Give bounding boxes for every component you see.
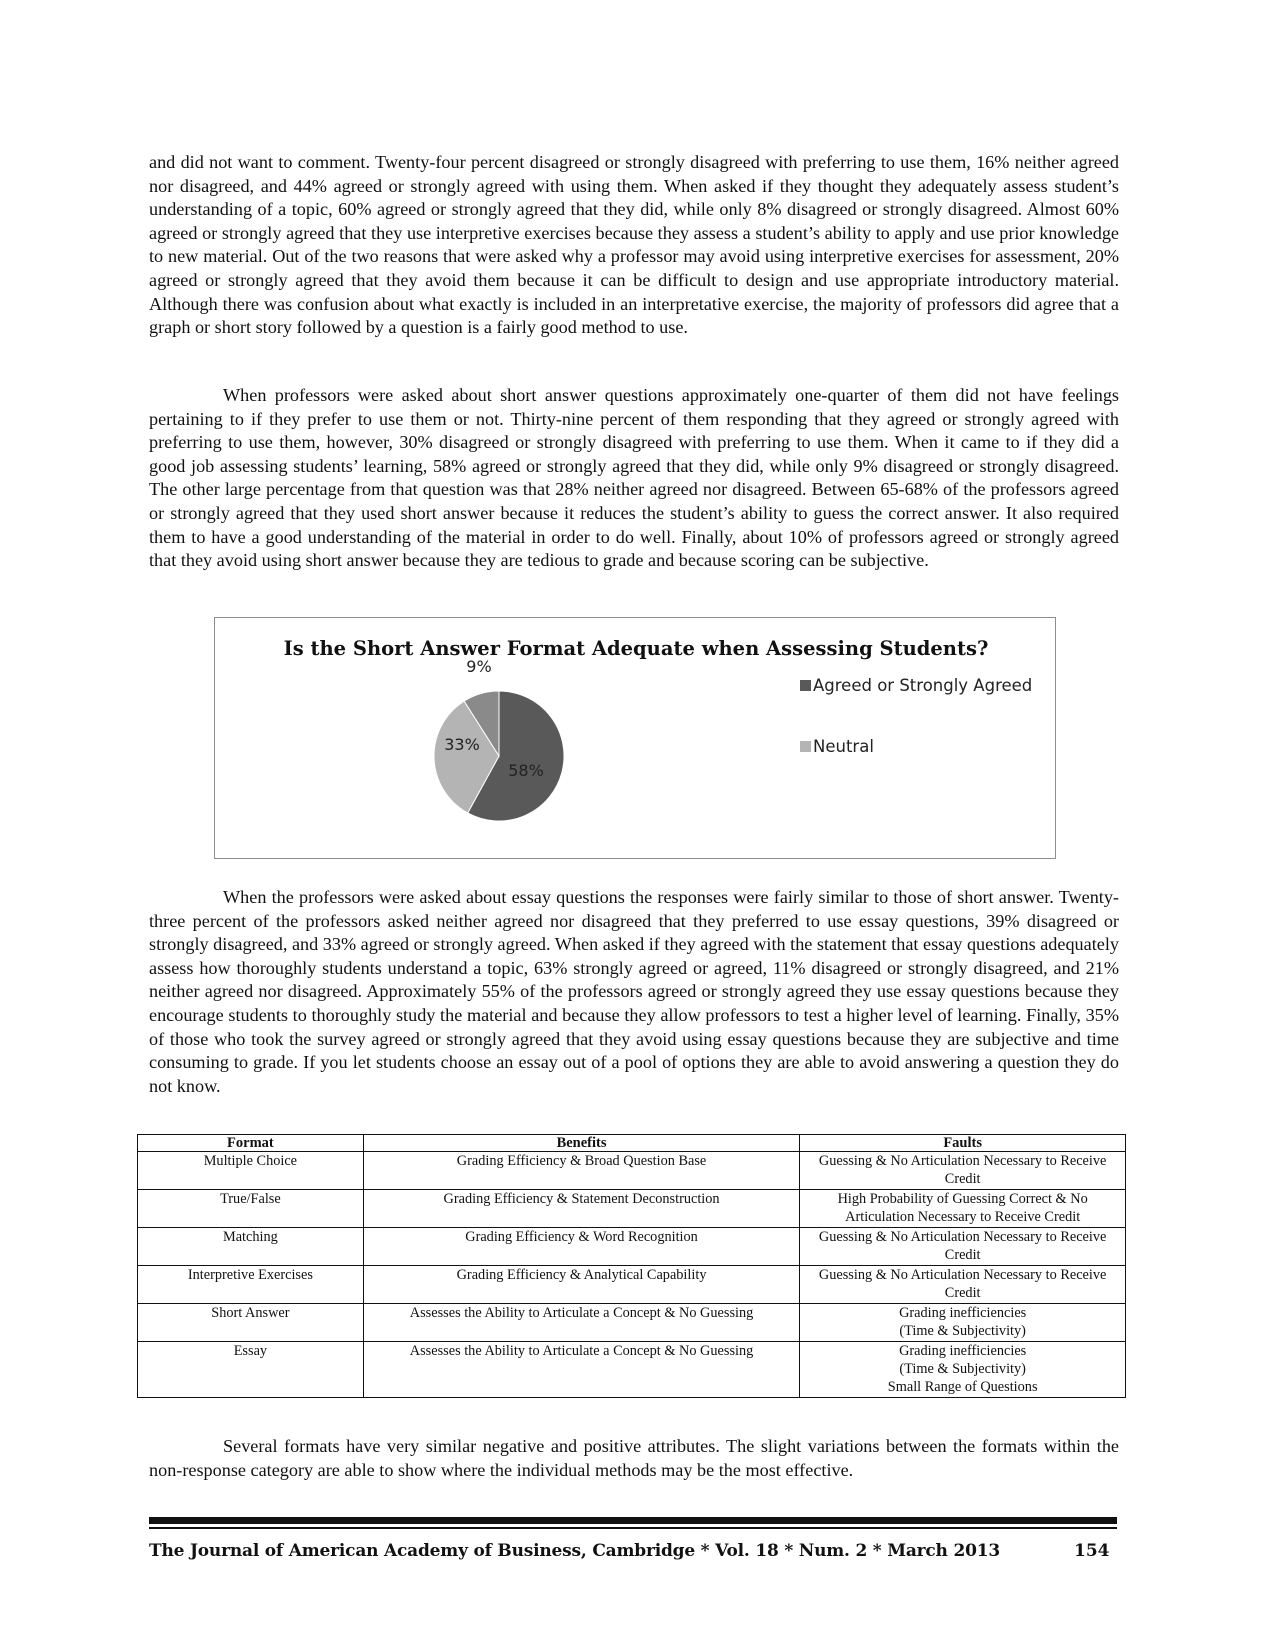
table-row — [138, 1266, 1126, 1304]
faults-cell: Guessing & No Articulation Necessary to Receive Credit — [800, 1266, 1126, 1304]
footer-journal-citation: The Journal of American Academy of Business, Cambridge * Vol. 18 * Num. 2 * March 2013 — [149, 1541, 1000, 1561]
pie-chart — [214, 617, 1056, 859]
legend-label: Agreed or Strongly Agreed — [813, 676, 1033, 695]
table-row — [138, 1190, 1126, 1228]
format-cell: Interpretive Exercises — [138, 1266, 364, 1304]
benefits-cell: Assesses the Ability to Articulate a Concept & No Guessing — [363, 1304, 800, 1342]
table-row — [138, 1152, 1126, 1190]
format-cell: Multiple Choice — [138, 1152, 364, 1190]
footer-page-number: 154 — [1074, 1541, 1110, 1561]
legend-swatch — [800, 741, 811, 752]
benefits-cell: Assesses the Ability to Articulate a Concept & No Guessing — [363, 1342, 800, 1398]
faults-cell: Grading inefficiencies (Time & Subjectivity) Small Range of Questions — [800, 1342, 1126, 1398]
header-format: Format — [138, 1135, 364, 1152]
pie-data-label: 33% — [444, 735, 480, 754]
table-row — [138, 1228, 1126, 1266]
format-cell: Essay — [138, 1342, 364, 1398]
body-paragraph-2: When professors were asked about short answer questions approximately one-quarter of them did not have feelings pertaining to if they prefer to use them or not. Thirty-nine percent of them responding that they agreed or strongly agreed with preferring to use them, however, 30% disagreed or strongly disagreed with preferring to use them. When it came to if they did a good job assessing students’ learning, 58% agreed or strongly agreed that they did, while only 9% disagreed or strongly disagreed. The other large percentage from that question was that 28% neither agreed nor disagreed. Between 65-68% of the professors agreed or strongly agreed that they used short answer because it reduces the student’s ability to guess the correct answer. It also required them to have a good understanding of the material in order to do well. Finally, about 10% of professors agreed or strongly agreed that they avoid using short answer because they are tedious to grade and because scoring can be subjective. — [149, 385, 1119, 571]
table-row — [138, 1342, 1126, 1398]
header-faults: Faults — [800, 1135, 1126, 1152]
faults-cell: High Probability of Guessing Correct & No Articulation Necessary to Receive Credit — [800, 1190, 1126, 1228]
footer-rule-thin — [149, 1527, 1117, 1529]
pie-data-label: 58% — [508, 761, 544, 780]
format-cell: True/False — [138, 1190, 364, 1228]
benefits-cell: Grading Efficiency & Statement Deconstruction — [363, 1190, 800, 1228]
header-benefits: Benefits — [363, 1135, 800, 1152]
format-cell: Short Answer — [138, 1304, 364, 1342]
benefits-cell: Grading Efficiency & Word Recognition — [363, 1228, 800, 1266]
faults-cell: Guessing & No Articulation Necessary to Receive Credit — [800, 1228, 1126, 1266]
faults-cell: Guessing & No Articulation Necessary to Receive Credit — [800, 1152, 1126, 1190]
legend-swatch — [800, 680, 811, 691]
pie-data-label: 9% — [466, 657, 492, 676]
pie-chart-svg — [215, 618, 1057, 860]
footer-rule — [149, 1517, 1117, 1524]
table-row — [138, 1304, 1126, 1342]
table-header-row — [138, 1135, 1126, 1152]
format-comparison-table — [137, 1134, 1126, 1398]
body-paragraph-1: and did not want to comment. Twenty-four percent disagreed or strongly disagreed with preferring to use them, 16% neither agreed nor disagreed, and 44% agreed or strongly agreed with using them. When asked if they thought they adequately assess student’s understanding of a topic, 60% agreed or strongly agreed that they did, while only 8% disagreed or strongly disagreed. Almost 60% agreed or strongly agreed that they use interpretive exercises because they assess a student’s ability to apply and use prior knowledge to new material. Out of the two reasons that were asked why a professor may avoid using interpretive exercises for assessment, 20% agreed or strongly agreed that they avoid them because it can be difficult to design and use appropriate introductory material. Although there was confusion about what exactly is included in an interpretative exercise, the majority of professors did agree that a graph or short story followed by a question is a fairly good method to use. — [149, 152, 1119, 338]
body-paragraph-4: Several formats have very similar negative and positive attributes. The slight variations between the formats within the non-response category are able to show where the individual methods may be the most effective. — [149, 1436, 1119, 1480]
chart-title: Is the Short Answer Format Adequate when Assessing Students? — [283, 637, 989, 660]
format-cell: Matching — [138, 1228, 364, 1266]
legend-label: Neutral — [813, 737, 874, 756]
body-paragraph-3: When the professors were asked about essay questions the responses were fairly similar to those of short answer. Twenty-three percent of the professors asked neither agreed nor disagreed that they preferred to use essay questions, 39% disagreed or strongly disagreed, and 33% agreed or strongly agreed. When asked if they agreed with the statement that essay questions adequately assess how thoroughly students understand a topic, 63% strongly agreed or agreed, 11% disagreed or strongly disagreed, and 21% neither agreed nor disagreed. Approximately 55% of the professors agreed or strongly agreed they use essay questions because they encourage students to thoroughly study the material and because they allow professors to test a higher level of learning. Finally, 35% of those who took the survey agreed or strongly agreed that they avoid using essay questions because they are subjective and time consuming to grade. If you let students choose an essay out of a pool of options they are able to avoid answering a question they do not know. — [149, 887, 1119, 1096]
faults-cell: Grading inefficiencies (Time & Subjectivity) — [800, 1304, 1126, 1342]
benefits-cell: Grading Efficiency & Broad Question Base — [363, 1152, 800, 1190]
benefits-cell: Grading Efficiency & Analytical Capability — [363, 1266, 800, 1304]
